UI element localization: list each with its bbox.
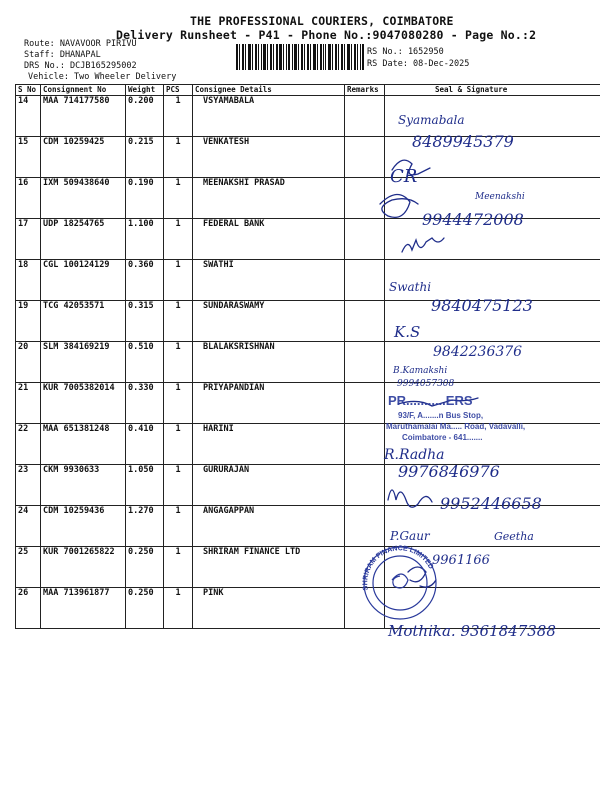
row-signature: [385, 424, 600, 465]
rs-number: RS No.: 1652950: [367, 47, 444, 57]
table-header-row: [16, 85, 600, 96]
table-row: [16, 506, 600, 547]
row-sno: 20: [16, 342, 41, 383]
sig-16-phone: 9944472008: [422, 210, 524, 229]
table-row: [16, 547, 600, 588]
sig-16-name: Meenakshi: [475, 192, 525, 202]
row-weight: 0.315: [126, 301, 164, 342]
sig-24-name: P.Gaur: [390, 529, 430, 543]
row-consignee: SHRIRAM FINANCE LTD: [193, 547, 345, 588]
sig-20-name: B.Kamakshi: [393, 366, 448, 376]
row-sno: 26: [16, 588, 41, 629]
row-consignment: UDP 18254765: [41, 219, 126, 260]
table-row: [16, 96, 600, 137]
table-row: [16, 137, 600, 178]
row-weight: 1.100: [126, 219, 164, 260]
row-weight: 0.510: [126, 342, 164, 383]
row-signature: [385, 506, 600, 547]
row-consignee: BLALAKSRISHNAN: [193, 342, 345, 383]
sig-25-phone: 9961166: [432, 553, 490, 568]
sig-24-name-2: Geetha: [494, 530, 534, 543]
route-label: Route: NAVAVOOR PIRIVU: [24, 39, 137, 49]
row-remarks: [345, 342, 385, 383]
row-consignment: KUR 7001265822: [41, 547, 126, 588]
row-consignment: CDM 10259436: [41, 506, 126, 547]
row-signature: [385, 260, 600, 301]
row-remarks: [345, 383, 385, 424]
courier-stamp-line1: 93/F, A.......n Bus Stop,: [398, 411, 484, 420]
row-pcs: 1: [164, 96, 193, 137]
row-weight: 0.410: [126, 424, 164, 465]
row-consignee: FEDERAL BANK: [193, 219, 345, 260]
sig-22-phone: 9976846976: [398, 462, 500, 481]
table-row: [16, 383, 600, 424]
row-weight: 0.190: [126, 178, 164, 219]
table-row: [16, 424, 600, 465]
row-signature: [385, 178, 600, 219]
row-remarks: [345, 137, 385, 178]
sig-26-name-phone: Mothika. 9361847388: [388, 622, 556, 640]
table-row: [16, 342, 600, 383]
row-signature: [385, 137, 600, 178]
row-weight: 0.360: [126, 260, 164, 301]
row-remarks: [345, 260, 385, 301]
row-sno: 16: [16, 178, 41, 219]
row-signature: [385, 96, 600, 137]
row-weight: 0.200: [126, 96, 164, 137]
row-consignment: TCG 42053571: [41, 301, 126, 342]
rs-date: RS Date: 08-Dec-2025: [367, 59, 470, 69]
row-remarks: [345, 506, 385, 547]
row-consignment: SLM 384169219: [41, 342, 126, 383]
row-consignment: MAA 651381248: [41, 424, 126, 465]
row-remarks: [345, 301, 385, 342]
seal-text: SHRIRAM FINANCE LIMITED: [362, 545, 435, 591]
sig-23-phone: 9952446658: [440, 494, 542, 513]
col-header-sno: S No: [16, 85, 41, 96]
sig-20-phone-2: 9994057308: [397, 379, 455, 389]
row-pcs: 1: [164, 260, 193, 301]
row-sno: 18: [16, 260, 41, 301]
sig-18-phone: 9840475123: [431, 296, 533, 315]
row-remarks: [345, 424, 385, 465]
staff-label: Staff: DHANAPAL: [24, 50, 101, 60]
row-consignee: SUNDARASWAMY: [193, 301, 345, 342]
row-pcs: 1: [164, 219, 193, 260]
col-header-consignment: Consignment No: [41, 85, 126, 96]
col-header-pcs: PCS: [164, 85, 193, 96]
row-consignment: MAA 713961877: [41, 588, 126, 629]
row-weight: 0.250: [126, 547, 164, 588]
row-sno: 14: [16, 96, 41, 137]
row-signature: [385, 547, 600, 588]
sig-20-phone: 9842236376: [433, 344, 523, 360]
row-sno: 23: [16, 465, 41, 506]
row-remarks: [345, 219, 385, 260]
row-signature: [385, 342, 600, 383]
sig-14-phone: 8489945379: [412, 132, 514, 151]
col-header-signature: Seal & Signature: [385, 85, 600, 96]
row-pcs: 1: [164, 137, 193, 178]
row-consignee: PRIYAPANDIAN: [193, 383, 345, 424]
table-row: [16, 301, 600, 342]
courier-stamp-title: PR...........ERS: [388, 393, 473, 408]
vehicle-label: Vehicle: Two Wheeler Delivery: [28, 72, 177, 82]
sig-15-initials: CR: [390, 166, 418, 187]
row-remarks: [345, 547, 385, 588]
row-pcs: 1: [164, 301, 193, 342]
sig-14-name: Syamabala: [398, 113, 465, 127]
row-remarks: [345, 178, 385, 219]
row-consignment: CDM 10259425: [41, 137, 126, 178]
row-pcs: 1: [164, 465, 193, 506]
row-pcs: 1: [164, 342, 193, 383]
sig-19-initials: K.S: [394, 323, 421, 341]
row-consignee: MEENAKSHI PRASAD: [193, 178, 345, 219]
row-consignee: PINK: [193, 588, 345, 629]
row-signature: [385, 219, 600, 260]
table-row: [16, 465, 600, 506]
courier-stamp-line3: Coimbatore - 641.......: [402, 433, 483, 442]
row-consignee: HARINI: [193, 424, 345, 465]
drs-number: DRS No.: DCJB165295002: [24, 61, 137, 71]
row-consignee: VSYAMABALA: [193, 96, 345, 137]
row-weight: 0.250: [126, 588, 164, 629]
row-pcs: 1: [164, 424, 193, 465]
row-signature: [385, 301, 600, 342]
row-consignee: VENKATESH: [193, 137, 345, 178]
row-weight: 1.050: [126, 465, 164, 506]
sig-18-name: Swathi: [389, 280, 432, 294]
row-remarks: [345, 465, 385, 506]
row-consignee: SWATHI: [193, 260, 345, 301]
row-signature: [385, 465, 600, 506]
row-pcs: 1: [164, 506, 193, 547]
courier-stamp-line2: Maruthamalai Ma..... Road, Vadavalli,: [386, 422, 526, 431]
row-weight: 1.270: [126, 506, 164, 547]
sig-22-name: R.Radha: [384, 447, 445, 463]
col-header-remarks: Remarks: [345, 85, 385, 96]
row-pcs: 1: [164, 178, 193, 219]
table-row: [16, 178, 600, 219]
row-consignment: IXM 509438640: [41, 178, 126, 219]
runsheet-table: [15, 84, 600, 629]
row-signature: [385, 383, 600, 424]
row-consignee: ANGAGAPPAN: [193, 506, 345, 547]
runsheet-title: Delivery Runsheet - P41 - Phone No.:9047080280 - Page No.:2: [116, 28, 537, 42]
row-pcs: 1: [164, 588, 193, 629]
row-weight: 0.330: [126, 383, 164, 424]
company-name: THE PROFESSIONAL COURIERS, COIMBATORE: [190, 14, 454, 28]
col-header-weight: Weight: [126, 85, 164, 96]
table-row: [16, 588, 600, 629]
row-consignment: MAA 714177580: [41, 96, 126, 137]
row-sno: 19: [16, 301, 41, 342]
row-remarks: [345, 96, 385, 137]
row-consignment: CKM 9930633: [41, 465, 126, 506]
row-sno: 21: [16, 383, 41, 424]
row-remarks: [345, 588, 385, 629]
row-consignment: KUR 7005382014: [41, 383, 126, 424]
row-pcs: 1: [164, 547, 193, 588]
row-signature: [385, 588, 600, 629]
row-pcs: 1: [164, 383, 193, 424]
table-row: [16, 260, 600, 301]
row-sno: 17: [16, 219, 41, 260]
row-sno: 25: [16, 547, 41, 588]
row-sno: 24: [16, 506, 41, 547]
barcode-image: [236, 44, 364, 70]
row-weight: 0.215: [126, 137, 164, 178]
row-sno: 22: [16, 424, 41, 465]
row-consignee: GURURAJAN: [193, 465, 345, 506]
table-row: [16, 219, 600, 260]
row-sno: 15: [16, 137, 41, 178]
col-header-consignee: Consignee Details: [193, 85, 345, 96]
row-consignment: CGL 100124129: [41, 260, 126, 301]
